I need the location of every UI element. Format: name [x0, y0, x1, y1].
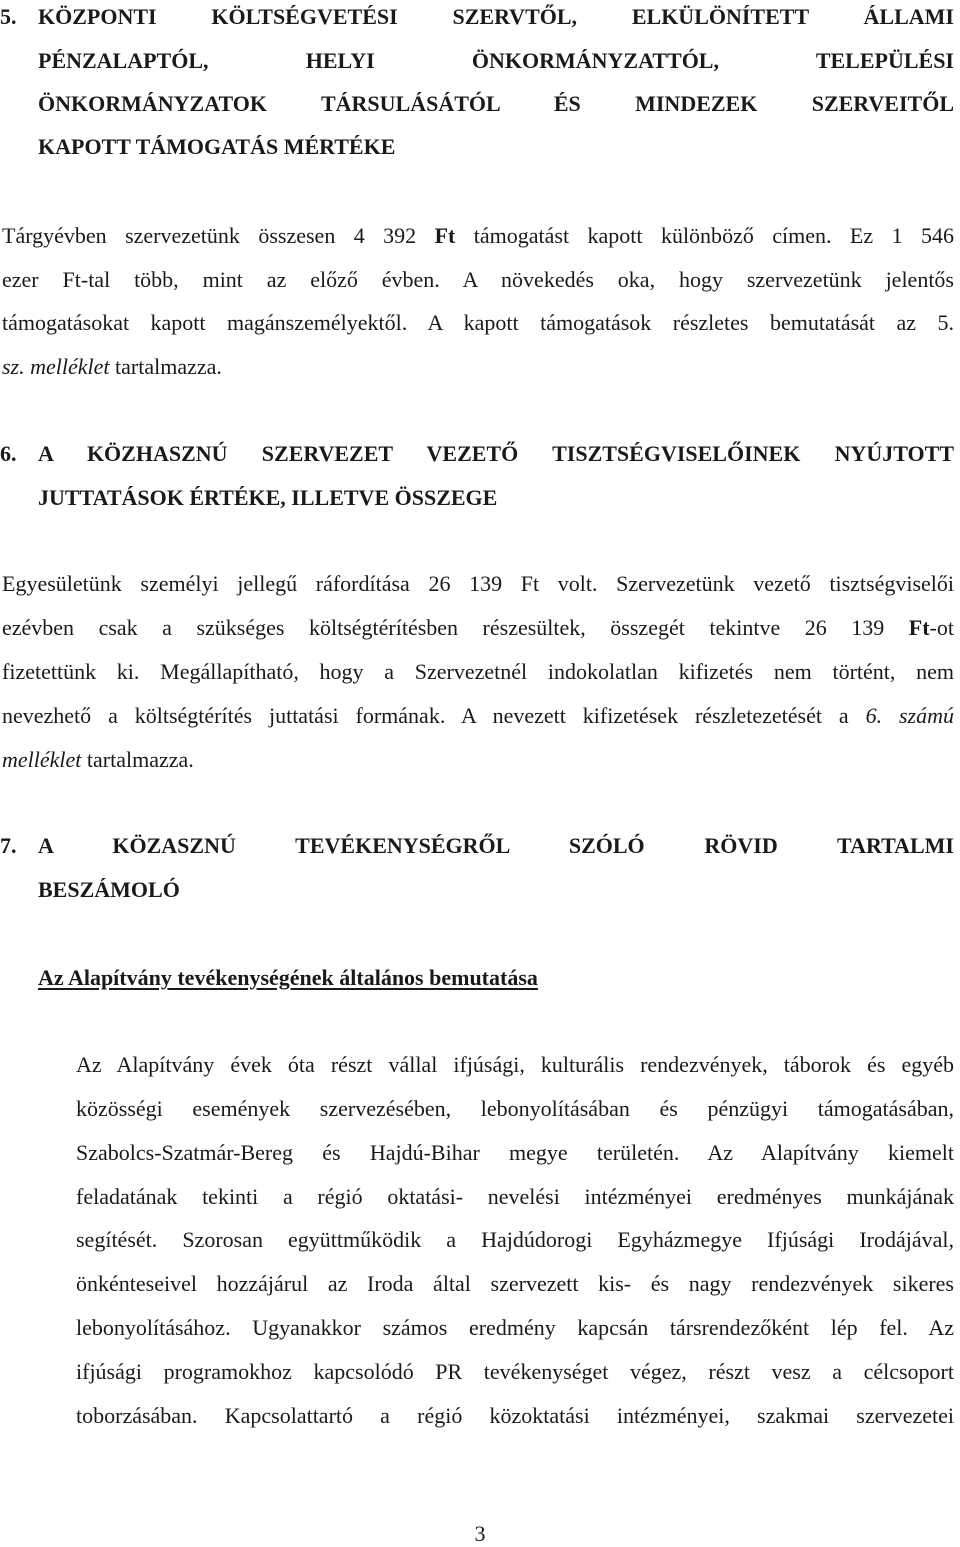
- section7-number: 7.: [0, 833, 17, 858]
- section6-paragraph-line: [2, 747, 954, 773]
- section7-paragraph-line: feladatának tekinti a régió oktatási- nevelési intézményei eredményes munkájának: [76, 1184, 954, 1209]
- text-run-bold: Ft: [908, 615, 930, 640]
- section5-title-line: KAPOTT TÁMOGATÁS MÉRTÉKE: [38, 134, 396, 159]
- section6-paragraph-line: [2, 703, 954, 729]
- section5-heading-line1: [0, 4, 954, 30]
- section5-paragraph-line: támogatásokat kapott magánszemélyektől. A kapott támogatások részletes bemutatását az 5.: [2, 310, 954, 335]
- section7-subheading: Az Alapítvány tevékenységének általános bemutatása: [38, 965, 538, 990]
- section6-title-line: A KÖZHASZNÚ SZERVEZET VEZETŐ TISZTSÉGVISELŐINEK NYÚJTOTT: [38, 441, 954, 466]
- text-run-bold: Ft: [434, 223, 456, 248]
- section7-paragraph-line: lebonyolításához. Ugyanakkor számos eredmény kapcsán társrendezőként lép fel. Az: [76, 1315, 954, 1340]
- section7-title-line: A KÖZASZNÚ TEVÉKENYSÉGRŐL SZÓLÓ RÖVID TARTALMI: [38, 833, 954, 858]
- section7-paragraph-line: közösségi események szervezésében, lebonyolításában és pénzügyi támogatásában,: [76, 1096, 954, 1121]
- annex-reference: melléklet: [2, 747, 82, 772]
- section6-paragraph-line: fizetettünk ki. Megállapítható, hogy a Szervezetnél indokolatlan kifizetés nem történt, nem: [2, 659, 954, 684]
- text-run: ezévben csak a szükséges költségtérítésben részesültek, összegét tekintve 26 139: [2, 615, 909, 640]
- section5-number: 5.: [0, 4, 17, 29]
- text-run: nevezhető a költségtérítés juttatási formának. A nevezett kifizetések részletezetését a: [2, 703, 866, 728]
- section6-paragraph-line: [2, 615, 954, 641]
- section7-paragraph-line: Szabolcs-Szatmár-Bereg és Hajdú-Bihar megye területén. Az Alapítvány kiemelt: [76, 1140, 954, 1165]
- section7-heading-line1: [0, 833, 954, 859]
- section5-paragraph-line: ezer Ft-tal több, mint az előző évben. A növekedés oka, hogy szervezetünk jelentős: [2, 267, 954, 292]
- section5-paragraph-line: [2, 223, 954, 249]
- annex-reference: sz. melléklet: [2, 354, 110, 379]
- section7-paragraph-line: ifjúsági programokhoz kapcsolódó PR tevékenységet végez, részt vesz a célcsoport: [76, 1359, 954, 1384]
- section5-title-line: PÉNZALAPTÓL, HELYI ÖNKORMÁNYZATTÓL, TELEPÜLÉSI: [38, 48, 954, 73]
- section7-title-line: BESZÁMOLÓ: [38, 877, 180, 902]
- section5-title-line: KÖZPONTI KÖLTSÉGVETÉSI SZERVTŐL, ELKÜLÖNÍTETT ÁLLAMI: [38, 4, 954, 29]
- text-run: tartalmazza.: [81, 747, 194, 772]
- section6-paragraph-line: Egyesületünk személyi jellegű ráfordítása 26 139 Ft volt. Szervezetünk vezető tisztségviselői: [2, 571, 954, 596]
- text-run: -ot: [929, 615, 954, 640]
- section7-paragraph-line: önkénteseivel hozzájárul az Iroda által szervezett kis- és nagy rendezvények sikeres: [76, 1271, 954, 1296]
- section5-title-line: ÖNKORMÁNYZATOK TÁRSULÁSÁTÓL ÉS MINDEZEK SZERVEITŐL: [38, 91, 954, 116]
- section6-title-line: JUTTATÁSOK ÉRTÉKE, ILLETVE ÖSSZEGE: [38, 485, 498, 510]
- section6-number: 6.: [0, 441, 17, 466]
- text-run: tartalmazza.: [109, 354, 222, 379]
- section7-paragraph-line: toborzásában. Kapcsolattartó a régió közoktatási intézményei, szakmai szervezetei: [76, 1403, 954, 1428]
- section7-paragraph-line: Az Alapítvány évek óta részt vállal ifjúsági, kulturális rendezvények, táborok és egyéb: [76, 1052, 954, 1077]
- page-number: 3: [474, 1521, 486, 1546]
- section6-heading-line1: [0, 441, 954, 467]
- section7-paragraph-line: segítését. Szorosan együttműködik a Hajdúdorogi Egyházmegye Ifjúsági Irodájával,: [76, 1227, 954, 1252]
- text-run: Tárgyévben szervezetünk összesen 4 392: [2, 223, 435, 248]
- annex-reference: 6. számú: [865, 703, 954, 728]
- section5-paragraph-line: [2, 354, 954, 380]
- text-run: támogatást kapott különböző címen. Ez 1 546: [455, 223, 954, 248]
